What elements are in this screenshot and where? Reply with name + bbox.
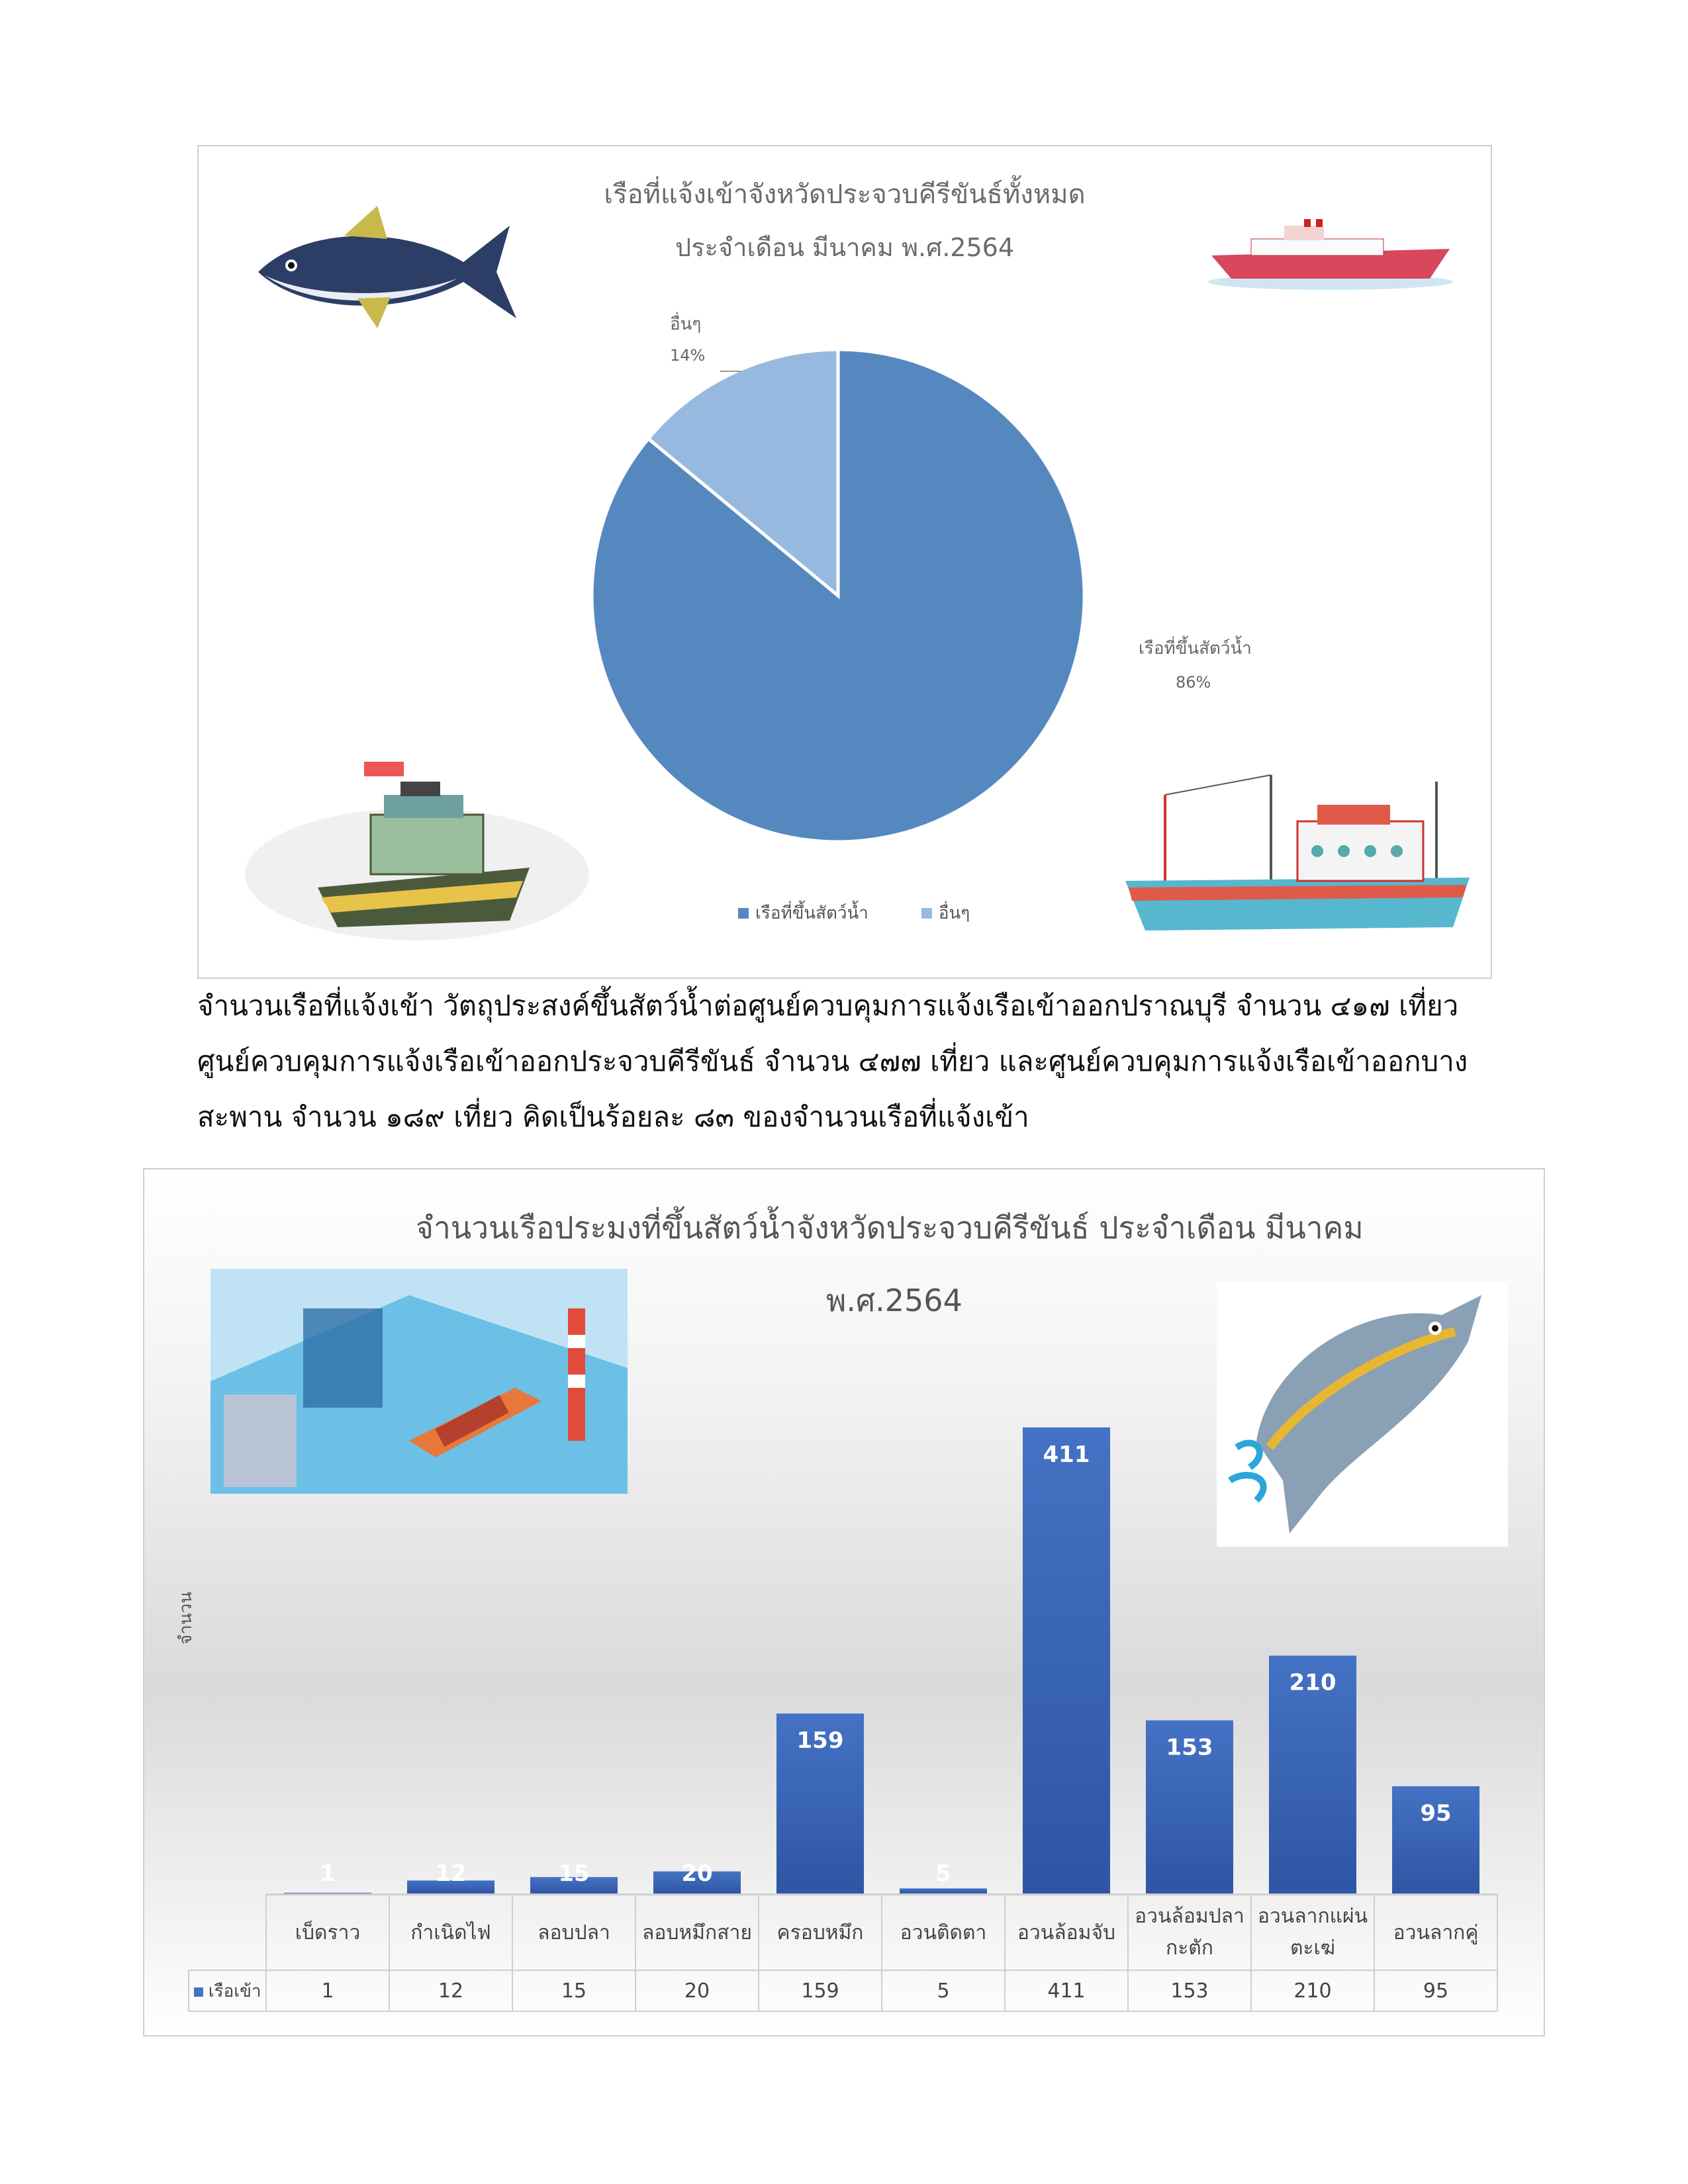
pie-chart-plot — [199, 146, 1491, 978]
table-category-cell: อวนติดตา — [882, 1895, 1005, 1970]
table-category-cell: ลอบหมึกสาย — [635, 1895, 759, 1970]
pie-chart-title-line1: เรือที่แจ้งเข้าจังหวัดประจวบคีรีขันธ์ทั้งหมด — [604, 179, 1086, 210]
table-corner-cell — [189, 1895, 266, 1970]
table-value-cell: 1 — [266, 1970, 389, 2011]
paragraph-line-1: จำนวนเรือที่แจ้งเข้า วัตถุประสงค์ขึ้นสัตว์น้ำต่อศูนย์ควบคุมการแจ้งเรือเข้าออกปราณบุรี จำนวน ๔๑๗ เที่ยว — [197, 989, 1459, 1022]
bar-data-label: 1 — [320, 1860, 336, 1887]
legend-label-series: เรือเข้า — [208, 1981, 261, 2001]
bar-data-label: 411 — [1043, 1441, 1090, 1468]
table-category-cell: อวนลากแผ่น ตะเฆ่ — [1251, 1895, 1374, 1970]
paragraph-line-2: ศูนย์ควบคุมการแจ้งเรือเข้าออกประจวบคีรีขันธ์ จำนวน ๔๗๗ เที่ยว และศูนย์ควบคุมการแจ้งเรือเข้าออกบาง — [197, 1045, 1468, 1077]
bar-data-label: 210 — [1289, 1669, 1336, 1696]
table-value-cell: 15 — [512, 1970, 635, 2011]
table-category-cell: เบ็ดราว — [266, 1895, 389, 1970]
pie-label-other: อื่นๆ — [670, 314, 702, 334]
bar-chart-ylabel: จำนวน — [176, 1592, 196, 1645]
bar-6 — [1023, 1428, 1110, 1894]
table-value-row — [189, 1970, 1497, 2011]
bar-chart-title-line1: จำนวนเรือประมงที่ขึ้นสัตว์น้ำจังหวัดประจวบคีรีขันธ์ ประจำเดือน มีนาคม — [416, 1210, 1364, 1246]
bar-data-table — [188, 1894, 1498, 2012]
table-category-cell: ลอบปลา — [512, 1895, 635, 1970]
table-category-cell: กำเนิดไฟ — [389, 1895, 512, 1970]
legend-swatch-other — [921, 908, 932, 919]
paragraph-line-3: สะพาน จำนวน ๑๘๙ เที่ยว คิดเป็นร้อยละ ๘๓ ของจำนวนเรือที่แจ้งเข้า — [197, 1101, 1029, 1133]
table-legend-cell — [189, 1970, 266, 2011]
legend-swatch-fishing — [738, 908, 749, 919]
table-category-cell: ครอบหมึก — [759, 1895, 882, 1970]
table-category-cell: อวนล้อมจับ — [1005, 1895, 1128, 1970]
table-value-cell: 210 — [1251, 1970, 1374, 2011]
table-value-cell: 153 — [1128, 1970, 1251, 2011]
table-category-row — [189, 1895, 1497, 1970]
table-value-cell: 95 — [1374, 1970, 1497, 2011]
summary-paragraph — [197, 978, 1521, 1145]
table-value-cell: 411 — [1005, 1970, 1128, 2011]
bar-chart-title-line2: พ.ศ.2564 — [826, 1283, 962, 1318]
legend-label-fishing: เรือที่ขึ้นสัตว์น้ำ — [755, 903, 868, 923]
pie-label-fishing: เรือที่ขึ้นสัตว์น้ำ — [1139, 639, 1252, 659]
bar-data-label: 12 — [435, 1860, 467, 1887]
table-category-cell: อวนลากคู่ — [1374, 1895, 1497, 1970]
table-category-cell: อวนล้อมปลา กะตัก — [1128, 1895, 1251, 1970]
table-value-cell: 159 — [759, 1970, 882, 2011]
bar-data-label: 20 — [681, 1860, 713, 1887]
pie-chart-panel — [197, 145, 1492, 979]
bar-data-label: 15 — [558, 1860, 590, 1887]
table-value-cell: 5 — [882, 1970, 1005, 2011]
bar-data-label: 5 — [935, 1860, 951, 1887]
bar-data-label: 159 — [796, 1727, 844, 1754]
table-value-cell: 12 — [389, 1970, 512, 2011]
legend-swatch-series — [194, 1987, 203, 1997]
bar-data-label: 95 — [1420, 1799, 1452, 1827]
legend-label-other: อื่นๆ — [938, 903, 970, 923]
pie-pct-other: 14% — [670, 346, 706, 365]
bar-chart-panel — [143, 1168, 1545, 2036]
bar-data-label: 153 — [1166, 1734, 1213, 1761]
table-value-cell: 20 — [635, 1970, 759, 2011]
pie-pct-fishing: 86% — [1176, 673, 1211, 692]
pie-legend — [738, 899, 970, 927]
pie-chart-title-line2: ประจำเดือน มีนาคม พ.ศ.2564 — [675, 233, 1015, 262]
bar-5 — [900, 1888, 987, 1894]
